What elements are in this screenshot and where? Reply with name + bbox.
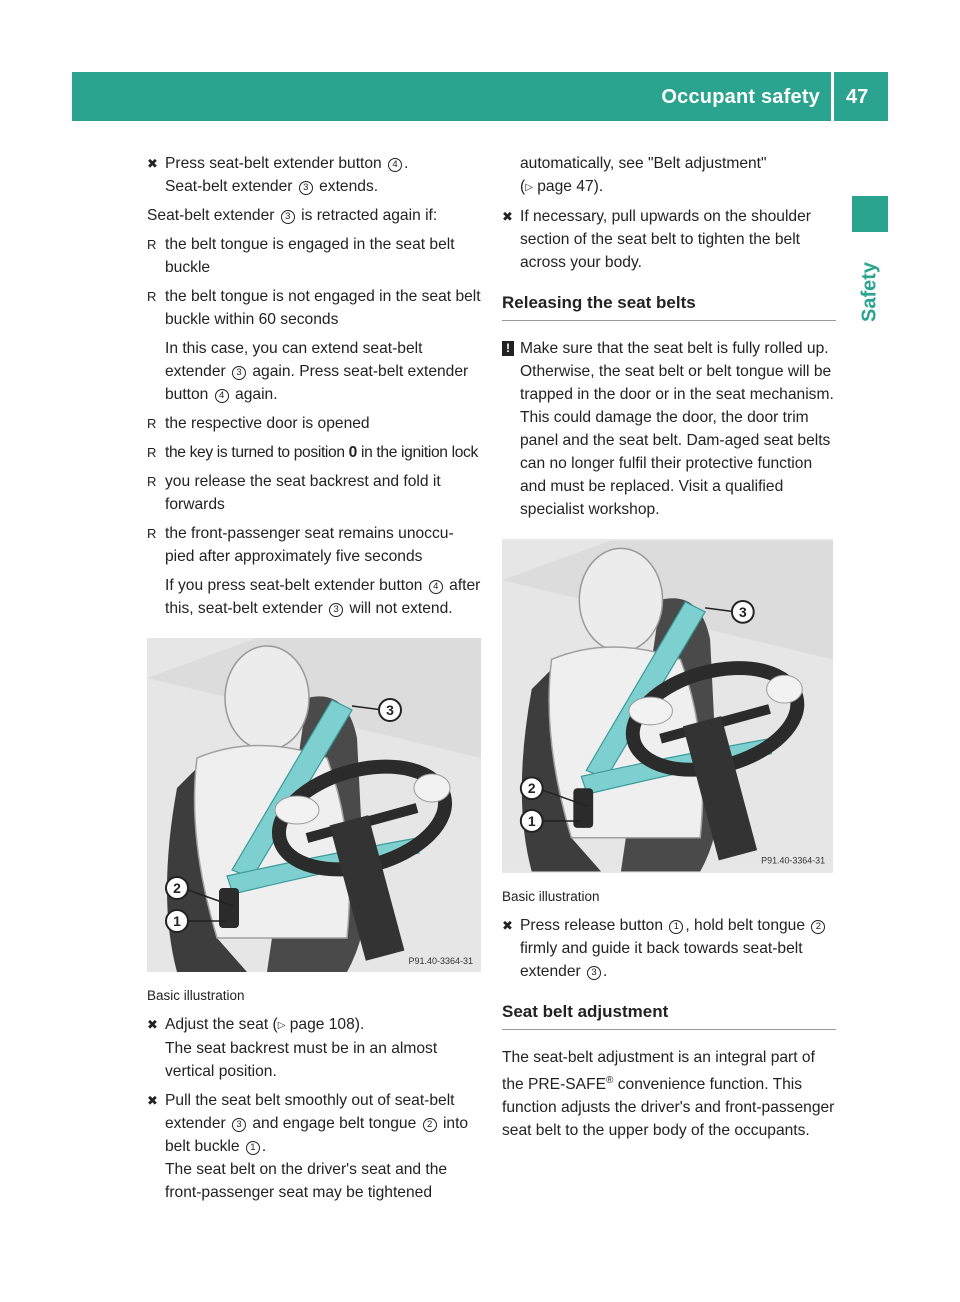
step-arrow-icon: ✖	[147, 1017, 158, 1032]
bullet-icon: R	[147, 526, 157, 541]
figure-caption: Basic illustration	[147, 988, 245, 1003]
heading-releasing: Releasing the seat belts	[502, 292, 836, 321]
step-pull-belt: ✖ Pull the seat belt smoothly out of seat-belt extender 3 and engage belt tongue 2 into belt buckle 1 . The seat belt on the driver's seat and the front-passenger seat may be tightened	[147, 1089, 481, 1204]
ref-circle: 1	[246, 1141, 260, 1155]
side-tab-marker	[852, 196, 888, 232]
page-number: 47	[846, 86, 869, 108]
seatbelt-illustration-release	[502, 539, 833, 873]
ref-circle: 1	[669, 920, 683, 934]
header-separator	[831, 72, 834, 121]
section-title: Occupant safety	[661, 86, 820, 108]
bullet-icon: R	[147, 416, 157, 431]
bullet-icon: R	[147, 474, 157, 489]
figure-label-1: 1	[173, 913, 181, 929]
ref-circle: 3	[329, 603, 343, 617]
step-adjust-seat: ✖ Adjust the seat (▷ page 108). The seat backrest must be in an almost vertical position.	[147, 1013, 481, 1083]
bullet-icon: R	[147, 289, 157, 304]
ref-circle: 2	[811, 920, 825, 934]
ref-circle: 3	[587, 966, 601, 980]
side-tab	[845, 252, 895, 332]
ref-circle: 3	[232, 366, 246, 380]
step-arrow-icon: ✖	[147, 1093, 158, 1108]
figure-label-3: 3	[738, 603, 747, 620]
step-press-extender: ✖ Press seat-belt extender button 4 . Seat-belt extender 3 extends.	[147, 152, 481, 198]
step-press-release: ✖ Press release button 1 , hold belt tongue 2 firmly and guide it back towards seat-belt extender 3 .	[502, 914, 836, 983]
bullet-icon: R	[147, 445, 157, 460]
seatbelt-illustration	[147, 638, 481, 972]
page-ref-icon: ▷	[277, 1020, 286, 1031]
list-item: R the belt tongue is engaged in the seat belt buckle	[147, 233, 481, 279]
figure-label-3: 3	[386, 702, 394, 718]
bullet-icon: R	[147, 237, 157, 252]
figure-label-2: 2	[173, 880, 181, 896]
ref-circle: 4	[388, 158, 402, 172]
warning-note: ! Make sure that the seat belt is fully rolled up. Otherwise, the seat belt or belt tongue will be trapped in the door or in the seat mechanism. This could damage the door, the door trim panel and the seat belt. Dam-aged seat belts can no longer fulfil their protective function and must be replaced. Visit a qualified specialist workshop.	[502, 337, 836, 521]
retract-intro: Seat-belt extender 3 is retracted again if:	[147, 207, 438, 224]
adjustment-paragraph: The seat-belt adjustment is an integral part of the PRE-SAFE® convenience function. This function adjusts the driver's and front-passenger seat belt to the upper body of the occupants.	[502, 1049, 835, 1140]
list-item: R you release the seat backrest and fold it forwards	[147, 470, 481, 516]
list-item: R the respective door is opened	[147, 412, 481, 435]
ref-circle: 3	[281, 210, 295, 224]
side-tab-label: Safety	[858, 261, 881, 323]
ref-circle: 4	[429, 580, 443, 594]
heading-adjustment: Seat belt adjustment	[502, 1001, 836, 1030]
ref-circle: 4	[215, 389, 229, 403]
page-ref-icon: ▷	[525, 182, 533, 193]
left-column	[147, 152, 481, 1204]
figure-label-2: 2	[527, 780, 536, 797]
note: If you press seat-belt extender button 4 after this, seat-belt extender 3 will not extend.	[165, 577, 481, 617]
step-pull-shoulder: ✖ If necessary, pull upwards on the shoulder section of the seat belt to tighten the belt across your body.	[502, 205, 836, 274]
note: In this case, you can extend seat-belt extender 3 again. Press seat-belt extender button 4 again.	[165, 340, 469, 403]
ref-circle: 3	[232, 1118, 246, 1132]
warning-icon: !	[502, 341, 514, 356]
list-item: R the belt tongue is not engaged in the seat belt buckle within 60 seconds	[147, 285, 481, 331]
ref-circle: 3	[299, 181, 313, 195]
step-arrow-icon: ✖	[147, 156, 158, 171]
right-column	[502, 152, 836, 1142]
figure-code: P91.40-3364-31	[761, 855, 826, 866]
ref-circle: 2	[423, 1118, 437, 1132]
page-link[interactable]: page 47	[537, 178, 594, 195]
page-link[interactable]: page 108	[289, 1016, 355, 1033]
list-item: R the front-passenger seat remains unoccu-pied after approximately five seconds	[147, 522, 481, 568]
figure-label-1: 1	[527, 812, 536, 829]
list-item: R the key is turned to position 0 in the ignition lock	[147, 441, 481, 464]
figure-caption: Basic illustration	[502, 889, 600, 904]
figure-code: P91.40-3364-31	[408, 956, 473, 966]
continuation: automatically, see "Belt adjustment" (▷ page 47).	[520, 155, 767, 195]
step-arrow-icon: ✖	[502, 918, 513, 933]
step-arrow-icon: ✖	[502, 209, 513, 224]
